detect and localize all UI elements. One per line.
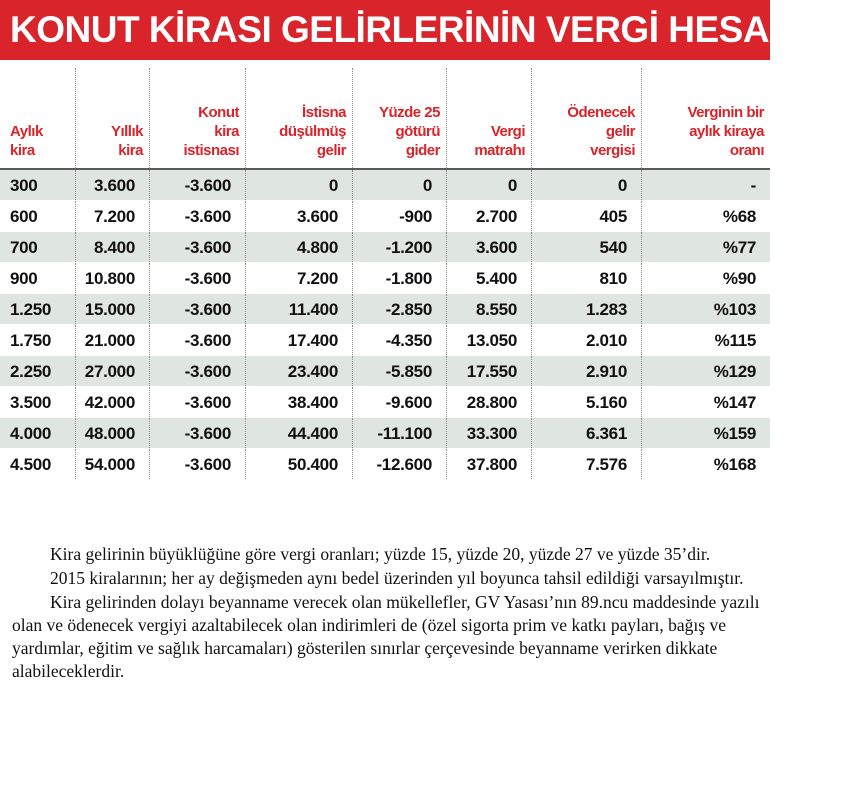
cell-income-tax: 7.576 bbox=[531, 449, 641, 479]
cell-lump-expense: -2.850 bbox=[352, 294, 446, 324]
table-row bbox=[0, 263, 770, 294]
cell-exemption: -3.600 bbox=[149, 294, 245, 324]
cell-yearly-rent: 27.000 bbox=[75, 356, 149, 386]
cell-income-tax: 540 bbox=[531, 232, 641, 262]
cell-tax-base: 5.400 bbox=[446, 263, 531, 293]
cell-monthly-rent: 700 bbox=[10, 238, 38, 257]
cell-net-income: 38.400 bbox=[245, 387, 352, 417]
cell-net-income: 11.400 bbox=[245, 294, 352, 324]
cell-tax-ratio: %103 bbox=[641, 294, 770, 324]
cell-net-income: 3.600 bbox=[245, 201, 352, 231]
cell-exemption: -3.600 bbox=[149, 449, 245, 479]
table-row bbox=[0, 449, 770, 480]
cell-tax-base: 13.050 bbox=[446, 325, 531, 355]
cell-lump-expense: -9.600 bbox=[352, 387, 446, 417]
column-header-monthly-rent: Aylık kira bbox=[10, 123, 43, 159]
cell-tax-ratio: %90 bbox=[641, 263, 770, 293]
cell-net-income: 7.200 bbox=[245, 263, 352, 293]
cell-net-income: 50.400 bbox=[245, 449, 352, 479]
cell-yearly-rent: 21.000 bbox=[75, 325, 149, 355]
column-header-net-income: İstisna düşülmüş gelir bbox=[245, 68, 352, 168]
cell-net-income: 17.400 bbox=[245, 325, 352, 355]
cell-tax-ratio: %168 bbox=[641, 449, 770, 479]
cell-lump-expense: 0 bbox=[352, 170, 446, 200]
column-header-tax-base: Vergi matrahı bbox=[446, 68, 531, 168]
cell-income-tax: 2.010 bbox=[531, 325, 641, 355]
cell-tax-base: 37.800 bbox=[446, 449, 531, 479]
note-paragraph: 2015 kiralarının; her ay değişmeden aynı bedel üzerinden yıl boyunca tahsil edildiği varsayılmıştır. bbox=[50, 568, 744, 588]
cell-exemption: -3.600 bbox=[149, 387, 245, 417]
cell-tax-base: 33.300 bbox=[446, 418, 531, 448]
column-header-income-tax: Ödenecek gelir vergisi bbox=[531, 68, 641, 168]
cell-income-tax: 6.361 bbox=[531, 418, 641, 448]
cell-exemption: -3.600 bbox=[149, 356, 245, 386]
cell-exemption: -3.600 bbox=[149, 170, 245, 200]
cell-net-income: 23.400 bbox=[245, 356, 352, 386]
cell-exemption: -3.600 bbox=[149, 418, 245, 448]
cell-net-income: 44.400 bbox=[245, 418, 352, 448]
cell-lump-expense: -11.100 bbox=[352, 418, 446, 448]
cell-tax-base: 17.550 bbox=[446, 356, 531, 386]
cell-tax-ratio: %147 bbox=[641, 387, 770, 417]
cell-monthly-rent: 3.500 bbox=[10, 393, 52, 412]
cell-tax-base: 8.550 bbox=[446, 294, 531, 324]
cell-income-tax: 405 bbox=[531, 201, 641, 231]
cell-yearly-rent: 42.000 bbox=[75, 387, 149, 417]
cell-tax-base: 0 bbox=[446, 170, 531, 200]
cell-monthly-rent: 1.750 bbox=[10, 331, 52, 350]
cell-exemption: -3.600 bbox=[149, 201, 245, 231]
page-title bbox=[0, 0, 864, 60]
cell-net-income: 0 bbox=[245, 170, 352, 200]
cell-tax-base: 3.600 bbox=[446, 232, 531, 262]
cell-yearly-rent: 48.000 bbox=[75, 418, 149, 448]
cell-tax-base: 2.700 bbox=[446, 201, 531, 231]
table-row bbox=[0, 294, 770, 325]
cell-income-tax: 810 bbox=[531, 263, 641, 293]
cell-income-tax: 2.910 bbox=[531, 356, 641, 386]
cell-net-income: 4.800 bbox=[245, 232, 352, 262]
cell-monthly-rent: 600 bbox=[10, 207, 38, 226]
cell-lump-expense: -4.350 bbox=[352, 325, 446, 355]
cell-income-tax: 0 bbox=[531, 170, 641, 200]
title-unit: (TL) bbox=[814, 18, 864, 48]
table-body bbox=[0, 170, 770, 480]
cell-monthly-rent: 4.500 bbox=[10, 455, 52, 474]
cell-exemption: -3.600 bbox=[149, 325, 245, 355]
cell-exemption: -3.600 bbox=[149, 232, 245, 262]
table-header bbox=[0, 68, 770, 170]
cell-monthly-rent: 900 bbox=[10, 269, 38, 288]
title-main: KONUT KİRASI GELİRLERİNİN VERGİ HESABI bbox=[10, 9, 806, 50]
column-header-yearly-rent: Yıllık kira bbox=[75, 68, 149, 168]
cell-lump-expense: -12.600 bbox=[352, 449, 446, 479]
cell-tax-ratio: %68 bbox=[641, 201, 770, 231]
cell-lump-expense: -900 bbox=[352, 201, 446, 231]
cell-income-tax: 1.283 bbox=[531, 294, 641, 324]
table-row bbox=[0, 201, 770, 232]
cell-yearly-rent: 8.400 bbox=[75, 232, 149, 262]
cell-lump-expense: -1.200 bbox=[352, 232, 446, 262]
table-row bbox=[0, 325, 770, 356]
column-header-lump-expense: Yüzde 25 götürü gider bbox=[352, 68, 446, 168]
cell-tax-ratio: %115 bbox=[641, 325, 770, 355]
cell-monthly-rent: 300 bbox=[10, 176, 38, 195]
cell-yearly-rent: 15.000 bbox=[75, 294, 149, 324]
column-header-exemption: Konut kira istisnası bbox=[149, 68, 245, 168]
cell-tax-ratio: %129 bbox=[641, 356, 770, 386]
cell-monthly-rent: 2.250 bbox=[10, 362, 52, 381]
cell-yearly-rent: 3.600 bbox=[75, 170, 149, 200]
cell-tax-ratio: - bbox=[641, 170, 770, 200]
footnotes bbox=[12, 543, 760, 684]
cell-income-tax: 5.160 bbox=[531, 387, 641, 417]
table-row bbox=[0, 232, 770, 263]
cell-lump-expense: -1.800 bbox=[352, 263, 446, 293]
cell-exemption: -3.600 bbox=[149, 263, 245, 293]
table-row bbox=[0, 170, 770, 201]
cell-lump-expense: -5.850 bbox=[352, 356, 446, 386]
cell-tax-ratio: %77 bbox=[641, 232, 770, 262]
column-header-tax-ratio: Verginin bir aylık kiraya oranı bbox=[641, 68, 770, 168]
table-row bbox=[0, 387, 770, 418]
cell-monthly-rent: 1.250 bbox=[10, 300, 52, 319]
table-row bbox=[0, 356, 770, 387]
cell-tax-base: 28.800 bbox=[446, 387, 531, 417]
cell-yearly-rent: 54.000 bbox=[75, 449, 149, 479]
table-row bbox=[0, 418, 770, 449]
cell-yearly-rent: 10.800 bbox=[75, 263, 149, 293]
cell-tax-ratio: %159 bbox=[641, 418, 770, 448]
note-paragraph: Kira gelirinin büyüklüğüne göre vergi oranları; yüzde 15, yüzde 20, yüzde 27 ve yüzde 35’dir. bbox=[50, 544, 711, 564]
note-paragraph: Kira gelirinden dolayı beyanname verecek olan mükellefler, GV Yasası’nın 89.ncu maddesinde yazılı olan ve ödenecek vergiyi azaltabilecek olan indirimleri de (özel sigorta prim ve katkı payları, bağış ve yardımlar, eğitim ve sağlık harcamaları) gösterilen sınırlar çerçevesinde beyanname verirken dikkate alabileceklerdir. bbox=[12, 592, 760, 681]
cell-yearly-rent: 7.200 bbox=[75, 201, 149, 231]
cell-monthly-rent: 4.000 bbox=[10, 424, 52, 443]
